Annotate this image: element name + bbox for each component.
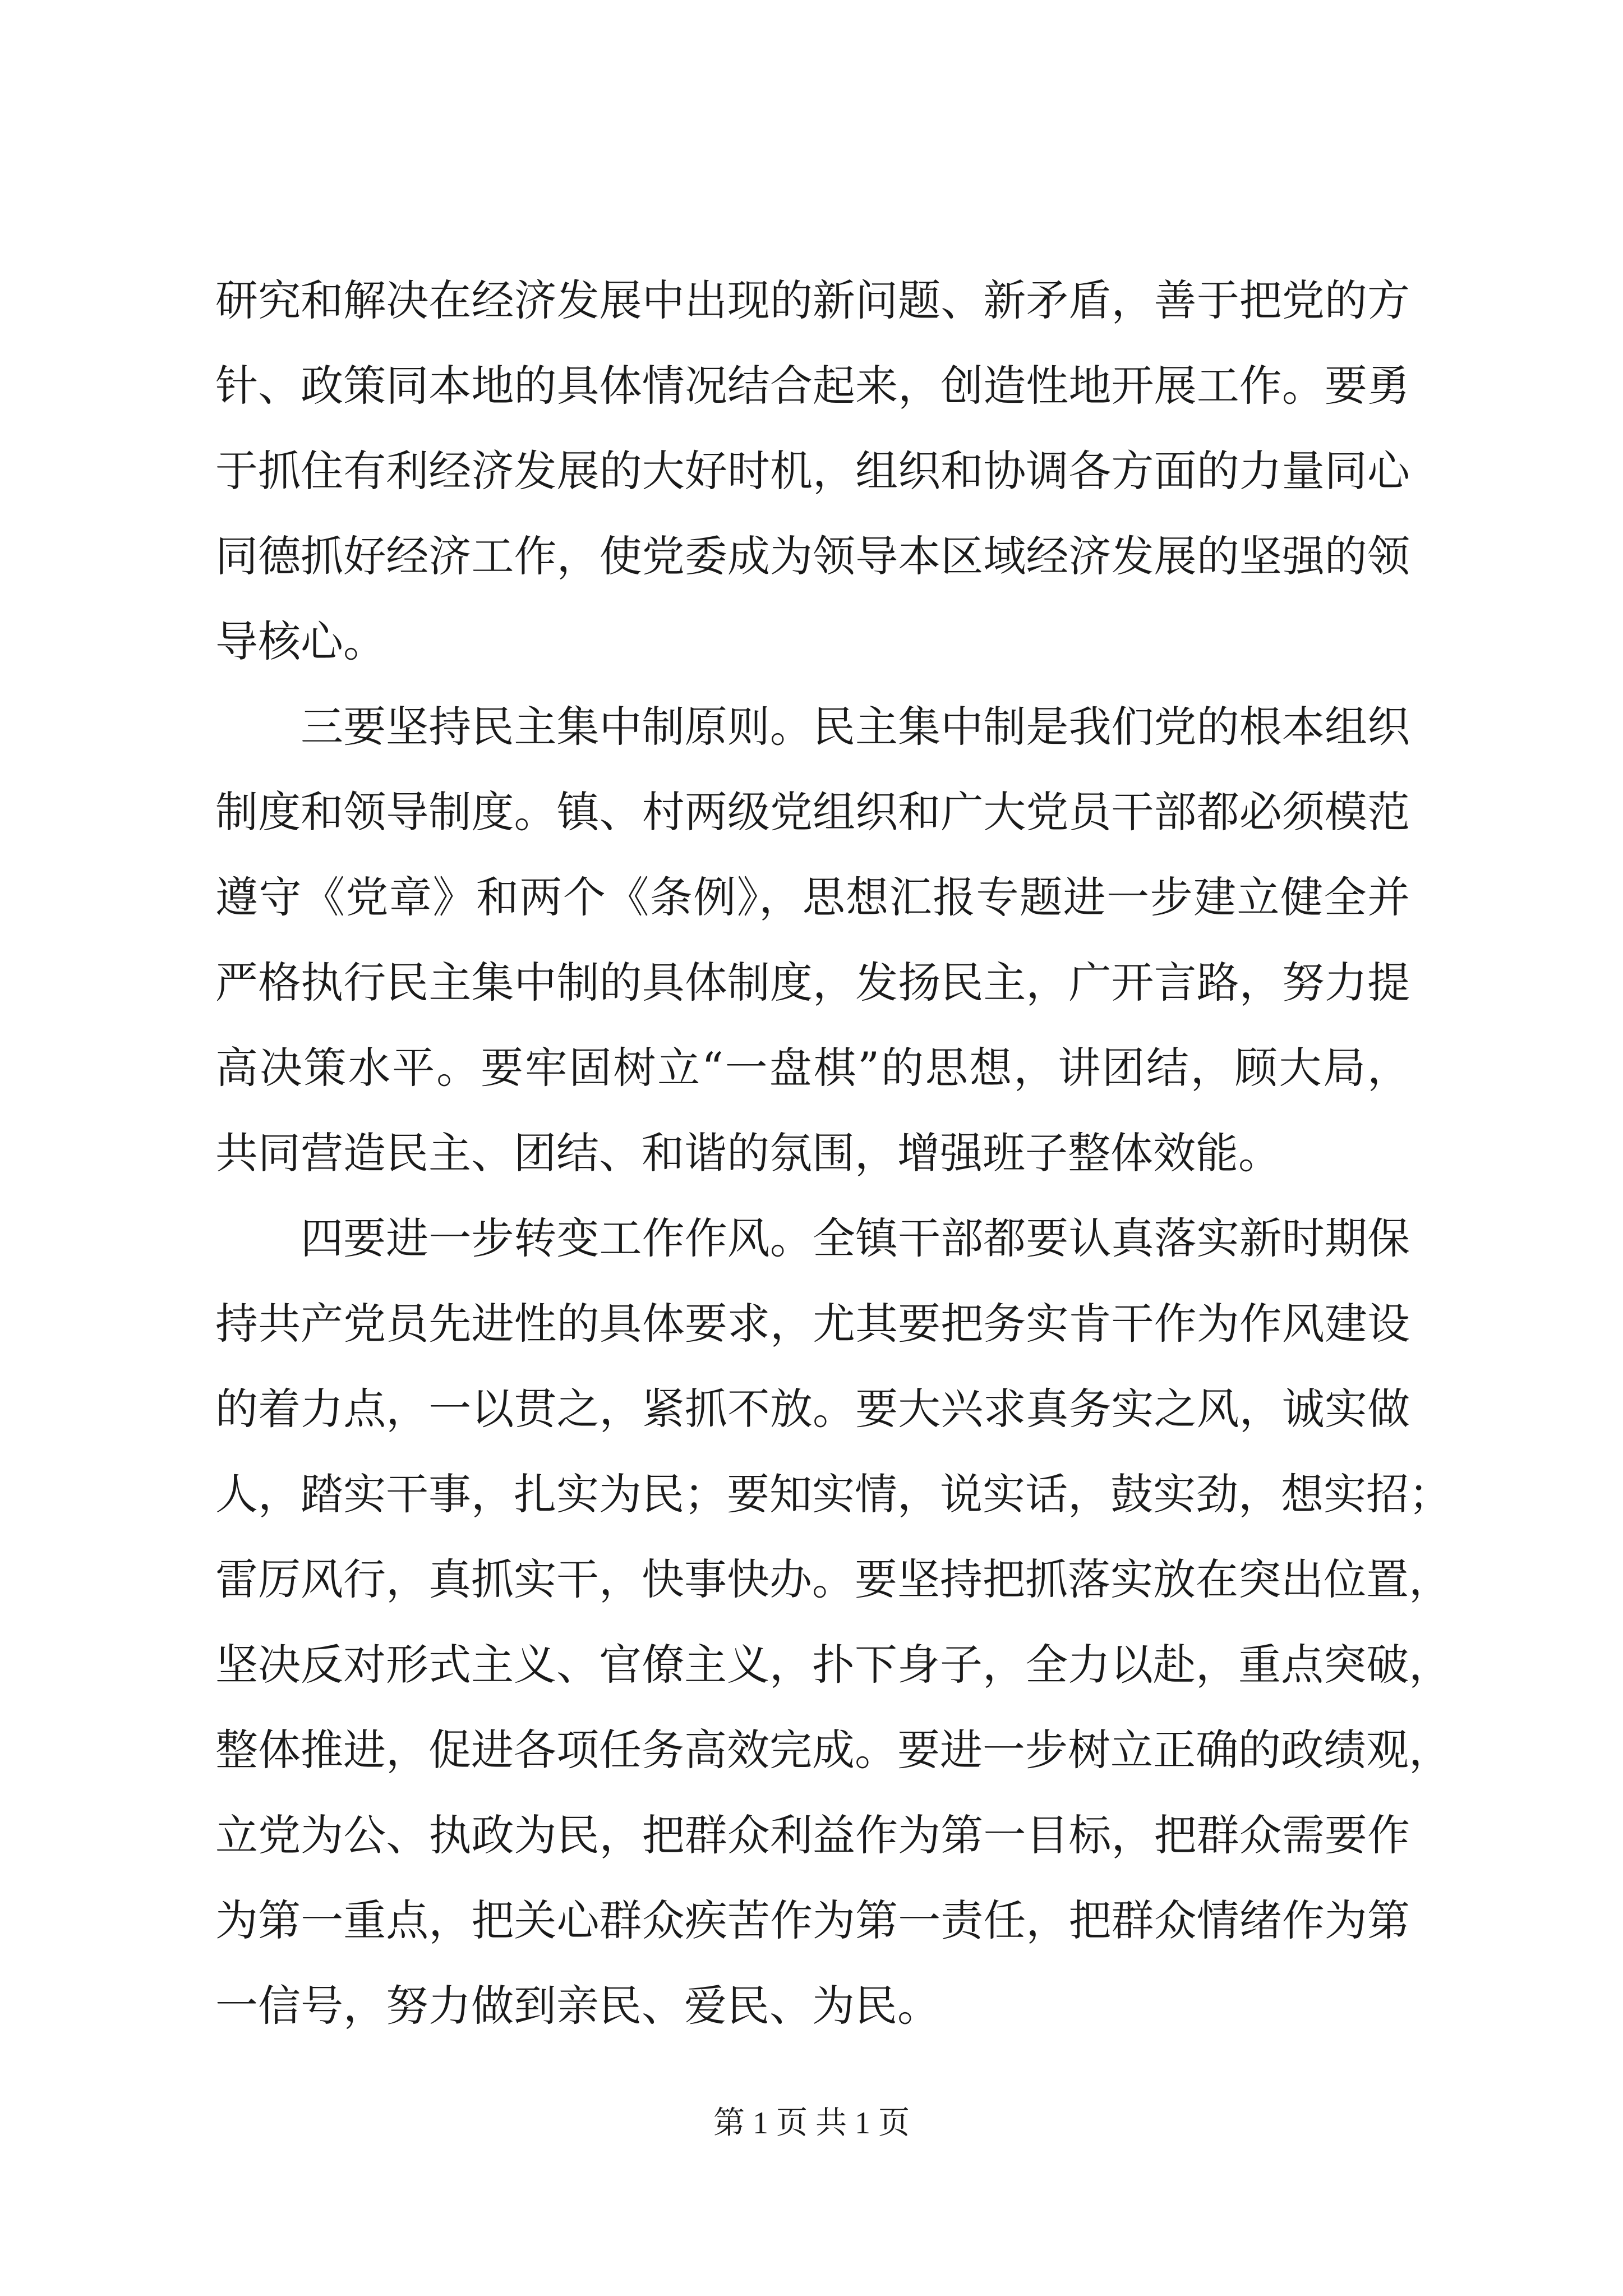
text-line: 同德抓好经济工作，使党委成为领导本区域经济发展的坚强的领 bbox=[215, 531, 1410, 581]
text-line: 一信号，努力做到亲民、爱民、为民。 bbox=[215, 1981, 940, 2031]
text-line: 严格执行民主集中制的具体制度，发扬民主，广开言路，努力提 bbox=[215, 958, 1410, 1007]
paragraph-1 bbox=[215, 258, 1410, 684]
text-line: 雷厉风行，真抓实干，快事快办。要坚持把抓落实放在突出位置， bbox=[215, 1554, 1451, 1604]
text-line: 三要坚持民主集中制原则。民主集中制是我们党的根本组织 bbox=[301, 702, 1410, 752]
paragraph-2 bbox=[215, 684, 1410, 1196]
text-line: 研究和解决在经济发展中出现的新问题、新矛盾，善于把党的方 bbox=[215, 275, 1410, 325]
text-line: 于抓住有利经济发展的大好时机，组织和协调各方面的力量同心 bbox=[215, 446, 1410, 496]
text-line: 人，踏实干事，扎实为民；要知实情，说实话，鼓实劲，想实招； bbox=[215, 1469, 1451, 1519]
page-number-footer: 第 1 页 共 1 页 bbox=[713, 2106, 910, 2141]
text-line: 持共产党员先进性的具体要求，尤其要把务实肯干作为作风建设 bbox=[215, 1299, 1410, 1349]
text-line: 整体推进，促进各项任务高效完成。要进一步树立正确的政绩观， bbox=[215, 1725, 1451, 1775]
text-line: 遵守《党章》和两个《条例》，思想汇报专题进一步建立健全并 bbox=[215, 872, 1410, 922]
paragraph-3 bbox=[215, 1196, 1451, 2049]
text-line: 的着力点，一以贯之，紧抓不放。要大兴求真务实之风，诚实做 bbox=[215, 1384, 1410, 1434]
text-line: 针、政策同本地的具体情况结合起来，创造性地开展工作。要勇 bbox=[215, 361, 1410, 411]
text-line: 立党为公、执政为民，把群众利益作为第一目标，把群众需要作 bbox=[215, 1810, 1410, 1860]
text-line: 共同营造民主、团结、和谐的氛围，增强班子整体效能。 bbox=[215, 1128, 1281, 1178]
text-line: 高决策水平。要牢固树立“一盘棋”的思想，讲团结，顾大局， bbox=[215, 1043, 1410, 1093]
text-line: 制度和领导制度。镇、村两级党组织和广大党员干部都必须模范 bbox=[215, 787, 1410, 837]
text-line: 为第一重点，把关心群众疾苦作为第一责任，把群众情绪作为第 bbox=[215, 1895, 1410, 1945]
text-line: 坚决反对形式主义、官僚主义，扑下身子，全力以赴，重点突破， bbox=[215, 1640, 1451, 1690]
text-line: 四要进一步转变工作作风。全镇干部都要认真落实新时期保 bbox=[301, 1213, 1410, 1263]
document-body bbox=[215, 258, 1451, 2049]
text-line: 导核心。 bbox=[215, 616, 386, 666]
